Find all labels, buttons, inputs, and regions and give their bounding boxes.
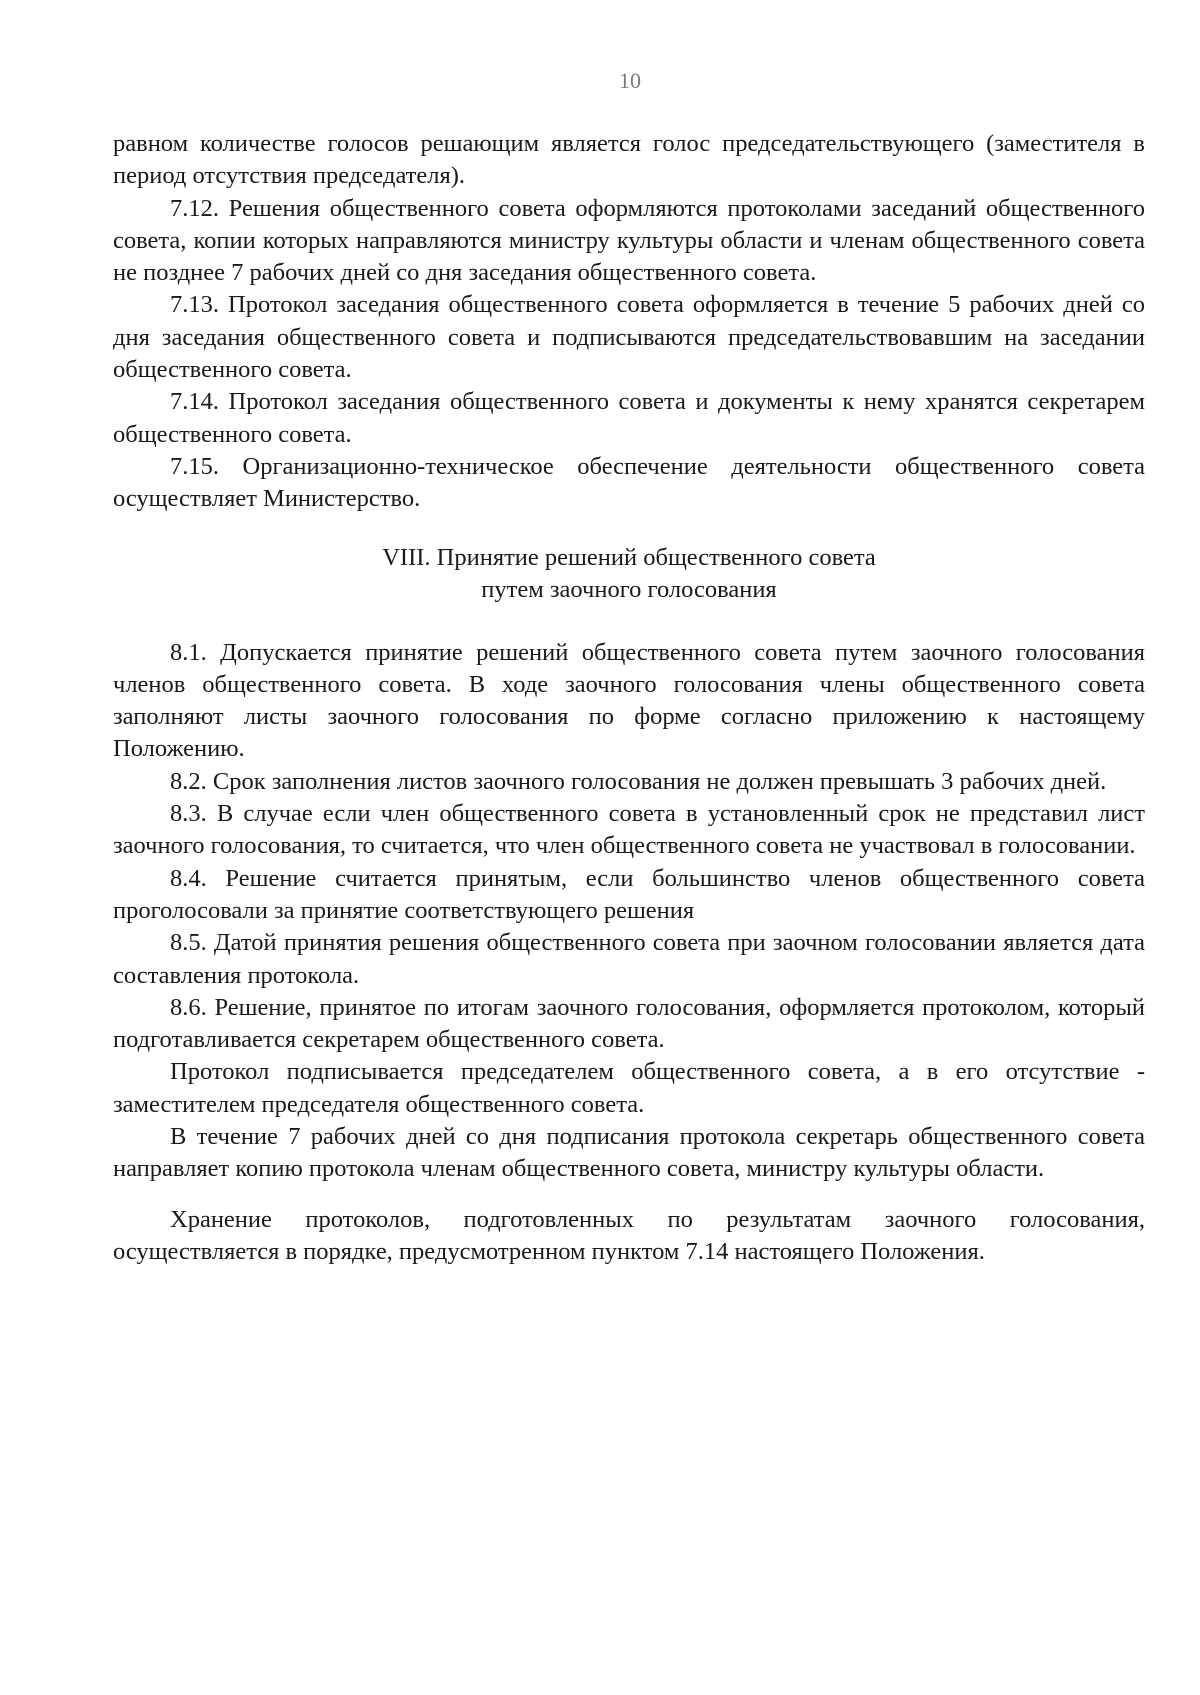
paragraph-8-6: 8.6. Решение, принятое по итогам заочного голосования, оформляется протоколом, который подготавливается секретарем общественного совета. xyxy=(113,993,1145,1054)
section-8-heading xyxy=(113,542,1145,606)
paragraph-7-11-continuation: равном количестве голосов решающим является голос председательствующего (заместителя в период отсутствия председателя). xyxy=(113,130,1145,190)
paragraph-protocol-storage: Хранение протоколов, подготовленных по результатам заочного голосования, осуществляется в порядке, предусмотренном пунктом 7.14 настоящего Положения. xyxy=(113,1205,1145,1265)
paragraph-protocol-signing: Протокол подписывается председателем общественного совета, а в его отсутствие - заместителем председателя общественного совета. xyxy=(113,1058,1145,1118)
page-number: 10 xyxy=(619,68,641,93)
paragraph-7-12: 7.12. Решения общественного совета оформляются протоколами заседаний общественного совета, копии которых направляются министру культуры области и членам общественного совета не позднее 7 рабочих дней со дня заседания общественного совета. xyxy=(113,194,1145,287)
paragraph-8-1: 8.1. Допускается принятие решений общественного совета путем заочного голосования членов общественного совета. В ходе заочного голосования члены общественного совета заполняют листы заочного голосования по форме согласно приложению к настоящему Положению. xyxy=(113,638,1145,763)
paragraph-8-5: 8.5. Датой принятия решения общественного совета при заочном голосовании является дата составления протокола. xyxy=(113,929,1145,989)
section-8-heading-line-2: путем заочного голосования xyxy=(481,575,777,603)
paragraph-7-14: 7.14. Протокол заседания общественного совета и документы к нему хранятся секретарем общественного совета. xyxy=(113,388,1145,448)
document-body xyxy=(113,128,1145,1268)
section-8-heading-line-1: VIII. Принятие решений общественного совета xyxy=(382,543,876,571)
paragraph-protocol-distribution: В течение 7 рабочих дней со дня подписания протокола секретарь общественного совета направляет копию протокола членам общественного совета, министру культуры области. xyxy=(113,1123,1145,1183)
paragraph-8-3: 8.3. В случае если член общественного совета в установленный срок не представил лист заочного голосования, то считается, что член общественного совета не участвовал в голосовании. xyxy=(113,800,1145,860)
paragraph-7-15: 7.15. Организационно-техническое обеспечение деятельности общественного совета осуществляет Министерство. xyxy=(113,452,1145,513)
paragraph-7-13: 7.13. Протокол заседания общественного совета оформляется в течение 5 рабочих дней со дня заседания общественного совета и подписываются председательствовавшим на заседании общественного совета. xyxy=(113,291,1145,384)
paragraph-8-2: 8.2. Срок заполнения листов заочного голосования не должен превышать 3 рабочих дней. xyxy=(170,767,1107,795)
paragraph-8-4: 8.4. Решение считается принятым, если большинство членов общественного совета проголосовали за принятие соответствующего решения xyxy=(113,864,1145,924)
